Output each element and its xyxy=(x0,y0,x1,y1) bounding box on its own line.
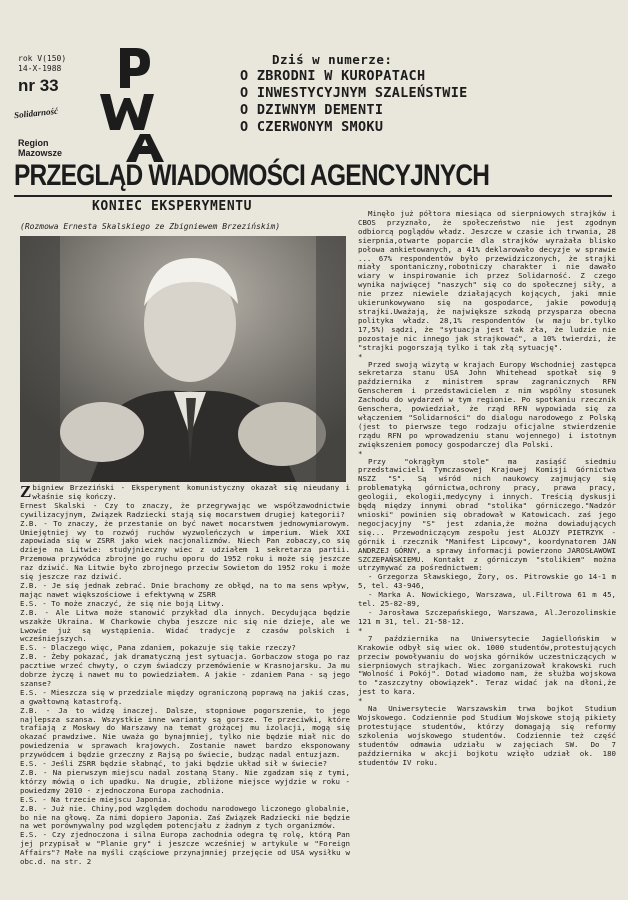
interview-paragraph: E.S. - To może znaczyć, że się nie boją Litwy. xyxy=(20,598,225,608)
interview-paragraph: Zbigniew Brzeziński - Eksperyment komunistyczny okazał się nieudany i właśnie się kończy. xyxy=(20,482,350,501)
interview-paragraph: Z.B. - Ale Litwa może stanowić przykład dla innych. Decydująca będzie wszakże Ukraina. W Charkowie chyba jeszcze nic się nie dzieje, ale we Lwowie już są wystąpienia. Widać tradycje z czasów polskich i wcześniejszych. xyxy=(20,607,350,644)
contact-line: - Grzegorza Sławskiego, Żory, os. Pitrowskie go 14-1 m 5, tel. 43-946, xyxy=(358,572,616,591)
news-item: Minęło już półtora miesiąca od sierpniowych strajków i CBOS przyznało, że społeczeństwo nie jest zgodnym odbiorcą poglądów władz. Jeszcze w czasie ich trwania, 28 sierpnia,otwarte poparcie dla strajków wyrażała blisko połowa ankietowanych, a 41% deklarowało decyzje w sprawie ... 67% respondentów było przewidziczonych, że strajki miały spontaniczny,robotniczy charakter i nie dawało wiary w inspirowanie ich przez Solidarność. Z czego wynika najwięcej "naszych" się co do społecznej siły, a nie przez niewiele działających kojących, jaki mnie ukierunkowywano się na gospodarce, jakie powodują strajki.Uważają, że największe szkodą przysparza obecna polityka władz. 28,1% respondentów (w maju br.tylko 17,5%) sądzi, że "sytuacja jest tak zła, że ludzie nie pozostaje nic innego jak strajkować", a 10% twierdzi, że "strajki pogorszają tylko i tak złą sytuację". xyxy=(358,209,616,352)
interview-paragraph: Ernest Skalski - Czy to znaczy, że przegrywając we współzawodnictwie cywilizacyjnym, Związek Radziecki stają się mocarstwem drugiej kategorii? xyxy=(20,500,350,519)
issue-metadata xyxy=(18,54,98,74)
toc-heading: Dziś w numerze: xyxy=(272,52,393,67)
item-separator: * xyxy=(358,696,363,706)
item-separator: * xyxy=(358,448,363,458)
article-subtitle: (Rozmowa Ernesta Skalskiego ze Zbigniewem Brzezińskim) xyxy=(20,222,281,231)
news-item: Przed swoją wizytą w krajach Europy Wschodniej zastępca sekretarza stanu USA John Whitehead spotkał się 9 października z ministrem spraw zagranicznych RFN Genscherem i przedstawicielem z nim wspólny stosunek Zachodu do wydarzeń w tym regionie. Po spotkaniu rzecznik Genschera, powiedział, że rząd RFN wypowiada się za włączeniem "Solidarności" do dialogu narodowego z Polską (jest to pierwsze tego rodzaju oficjalne stwierdzenie rządu RFN po wprowadzeniu stanu wojennego) i istotnym zwiększeniem pomocy gospodarczej dla Polski. xyxy=(358,359,616,449)
toc-list xyxy=(240,68,468,136)
pwa-logo-icon xyxy=(96,44,176,164)
interview-paragraph: Z.B. - Już nie. Chiny,pod względem dochodu narodowego liczonego globalnie, bo nie na głowę. Za nimi dopiero Japonia. Zaś Związek Radziecki nie będzie na wet porównywalny pod względem potencjału z żadnym z tych organizmów. xyxy=(20,803,350,831)
toc-item: O CZERWONYM SMOKU xyxy=(240,119,384,135)
interview-paragraph: E.S. - Dlaczego więc, Pana zdaniem, pokazuje się takie rzeczy? xyxy=(20,643,296,653)
region-label: Region Mazowsze xyxy=(18,138,63,158)
dropcap: Z xyxy=(20,482,32,501)
toc-item: O DZIWNYM DEMENTI xyxy=(240,102,384,118)
masthead-title: PRZEGLĄD WIADOMOŚCI AGENCYJNYCH xyxy=(14,160,490,193)
interview-column xyxy=(20,484,350,867)
news-column xyxy=(358,210,616,767)
interview-paragraph: Z.B. - Żeby pokazać, jak dramatyczną jest sytuacja. Gorbaczow stoga po raz pacztiwe wrzeć chwyty, o czym świadczy przemówienie w Krasnojarsku. Ja mu dobrze życzę i nawet mu to powiedziałem. A jakie - zdaniem Pana - są jego szanse? xyxy=(20,652,350,688)
interview-paragraph: E.S. - Czy zjednoczona i silna Europa zachodnia odegra tę rolę, którą Pan jej przypisał w "Planie gry" i jeszcze wcześniej w artykule w "Foreign Affairs"? Małe na myśli cząściowe przynajmniej przejęcie od USA wysiłku w obc.d. na str. 2 xyxy=(20,830,350,867)
solidarity-logo: Solidarność xyxy=(13,105,59,121)
news-item: Na Uniwersytecie Warszawskim trwa bojkot Studium Wojskowego. Codziennie pod Studium Wojskowe stoją pikiety protestujące studentów, którzy domagają się reformy szkolenia wojskowego studentów. Codziennie też część studentów odmawia udziału w zajęciach SW. Do 7 października w akcji bojkotu wzięło udział ok. 180 studentów IV roku. xyxy=(358,704,616,767)
issue-number: nr 33 xyxy=(18,76,59,95)
portrait-photo xyxy=(20,236,346,482)
interview-paragraph: Z.B. - Je się jednak zebrać. Dnie brachomy ze obłęd, na to ma sens wpływ, mając nawet większościowe i efektywną w ZSRR xyxy=(20,580,350,599)
issue-year: rok V(150) xyxy=(18,54,67,63)
interview-paragraph: Z.B. - Ja to widzę inaczej. Dalsze, stopniowe pogorszenie, to jego najlepsza szansa. Wszystkie inne warianty są gorsze. Te przeciwki, które trafiają z Moskwy do Warszawy na temat grożącej mu izolacji, mogą się okazać prawdziwe. Nie uważa go bynajmniej, tylko nie będzie miał nic do powiedzenia w sprawach krajowych. Zostanie nawet bardzo eksponowany przywódcem i będzie grzeczny z Rajsą po świecie, budząc nadal entuzjazm. xyxy=(20,705,350,760)
article-title: KONIEC EKSPERYMENTU xyxy=(92,199,253,214)
interview-paragraph: Z.B. - Na pierwszym miejscu nadal zostaną Stany. Nie zgadzam się z tymi, którzy mówią o ich upadku. Na drugie, zbliżone miejsce wyjdzie w roku - powiedzmy 2010 - zjednoczona Europa zachodnia. xyxy=(20,768,350,795)
toc-item: O ZBRODNI W KUROPATACH xyxy=(240,68,426,84)
news-item: Przy "okrągłym stole" ma zasiąść siedmiu przedstawicieli Tymczasowej Krajowej Komisji Górnictwa NSZZ "S". Są wśród nich naukowcy zajmujący się problematyką górnictwa,ochrony pracy, prawa pracy, geologii, ekologii,medycyny i innych. Treścią dyskusji będą między innymi obrad "stolika" górniczego."Nadzór wnioski" powinien się obradował w Katowicach. zaś jego negocjacyjny "S" jest zdania,że można dowiadujących się... Przewodniczącym zespołu jest ALOJZY PIETRZYK - górnik i rzecznik "Manifest Lipcowy", koordynatorem JAN ANDRZEJ GÓRNY, a sprawy informacji powierzono JAROSŁAWOWI SZCZEPAŃSKIEMU. Kontakt z górniczym "stolikiem" można utrzymywać za pośrednictwem: xyxy=(358,456,616,573)
news-item: 7 października na Uniwersytecie Jagiellońskim w Krakowie odbył się wiec ok. 1000 studentów,protestujących przeciw powoływaniu do wojska górników uczestniczących w sierpniowych strajkach. Wiec zorganizował krakowski ruch "Wolność i Pokój". Dotad wiadomo nam, że służba wojskowa to "zaszczytny obowiązek". Teraz widać jak na dłoni,że jest to kara. xyxy=(358,633,616,697)
item-separator: * xyxy=(358,351,363,361)
contact-line: - Jarosława Szczepańskiego, Warszawa, Al.Jerozolimskie 121 m 31, tel. 21-58-12. xyxy=(358,607,616,626)
contact-line: - Marka A. Nowickiego, Warszawa, ul.Filtrowa 61 m 45, tel. 25-82-89, xyxy=(358,590,616,609)
interview-paragraph: E.S. - Mieszcza się w przedziale między ograniczoną poprawą na jakiś czas, a gwałtowną katastrofą. xyxy=(20,687,350,706)
item-separator: * xyxy=(358,625,363,635)
toc-item: O INWESTYCYJNYM SZALEŃSTWIE xyxy=(240,85,468,101)
interview-paragraph: Z.B. - To znaczy, że przestanie on być nawet mocarstwem jednowymiarowym. Umiejętniej wy to rozwój ruchów wyzwoleńczych w imperium. Wiek XXI zapowiada się w ZSRR jako wiek nacjonalizmów. Niech Pan zobaczy,co się dzieje na Litwie: studyjnieczny wiec z udziałem 1 sekretarza partii. Przemowa przywódca zbrojne go ruchu oporu do 1952 roku i może się jeszcze raz dziwić. Na Litwie było zbrojnego przeciw Sowietom do 1952 roku i może się jeszcze raz dziwić. xyxy=(20,518,350,582)
interview-paragraph: E.S. - Jeśli ZSRR będzie słabnąć, to jaki będzie układ sił w świecie? xyxy=(20,759,328,769)
interview-paragraph: E.S. - Na trzecie miejscu Japonia. xyxy=(20,794,172,804)
issue-date: 14-X-1988 xyxy=(18,64,62,73)
masthead-rule xyxy=(14,195,612,197)
